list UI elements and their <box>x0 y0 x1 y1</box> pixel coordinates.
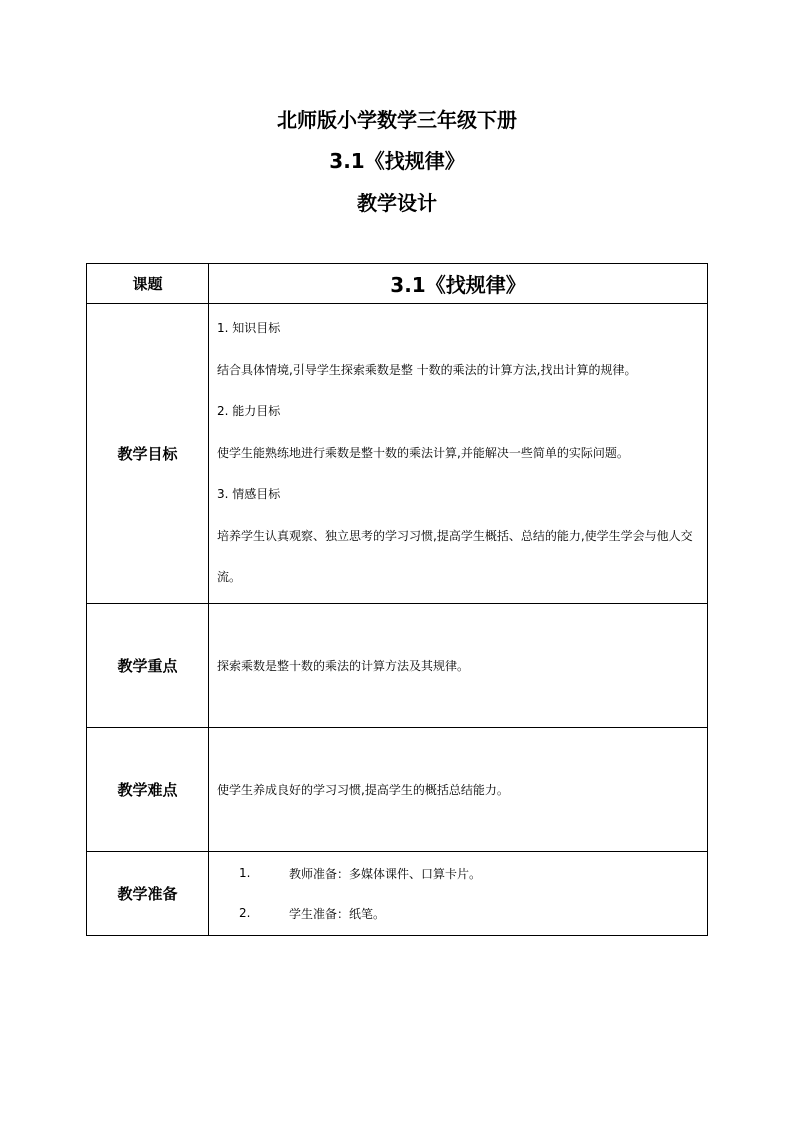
preparation-label: 教学准备 <box>87 851 209 935</box>
list-item <box>217 853 703 893</box>
goal-knowledge-title: 1. 知识目标 <box>217 321 281 335</box>
table-row-goals <box>87 304 708 604</box>
list-item-number: 1. <box>239 866 251 880</box>
table-row-topic <box>87 264 708 304</box>
goal-emotion-title: 3. 情感目标 <box>217 487 281 501</box>
key-point-label: 教学重点 <box>87 603 209 727</box>
table-row-difficulty <box>87 727 708 851</box>
difficulty-text: 使学生养成良好的学习习惯,提高学生的概括总结能力。 <box>209 727 708 851</box>
table-row-key-point <box>87 603 708 727</box>
lesson-title: 3.1《找规律》 <box>329 149 465 173</box>
goal-ability-title: 2. 能力目标 <box>217 404 281 418</box>
list-item-text: 教师准备：多媒体课件、口算卡片。 <box>289 866 482 881</box>
list-item-text: 学生准备：纸笔。 <box>289 906 386 921</box>
lesson-plan-table <box>86 263 708 936</box>
list-item-number: 2. <box>239 906 251 920</box>
difficulty-label: 教学难点 <box>87 727 209 851</box>
preparation-content <box>209 851 708 935</box>
topic-label: 课题 <box>87 264 209 304</box>
goals-content <box>209 304 708 604</box>
goals-label: 教学目标 <box>87 304 209 604</box>
list-item <box>217 893 703 933</box>
goal-knowledge-text: 结合具体情境,引导学生探索乘数是整 十数的乘法的计算方法,找出计算的规律。 <box>217 362 637 377</box>
goal-ability-text: 使学生能熟练地进行乘数是整十数的乘法计算,并能解决一些简单的实际问题。 <box>217 445 629 460</box>
goal-emotion-text: 培养学生认真观察、独立思考的学习习惯,提高学生概括、总结的能力,使学生学会与他人交流。 <box>217 528 693 584</box>
table-row-preparation <box>87 851 708 935</box>
document-title: 北师版小学数学三年级下册 <box>277 108 517 132</box>
topic-value: 3.1《找规律》 <box>209 264 708 304</box>
document-subtitle: 教学设计 <box>357 191 437 215</box>
key-point-text: 探索乘数是整十数的乘法的计算方法及其规律。 <box>209 603 708 727</box>
